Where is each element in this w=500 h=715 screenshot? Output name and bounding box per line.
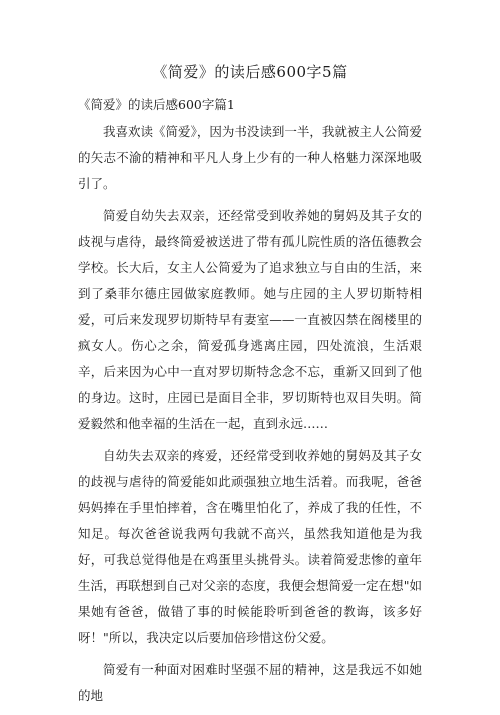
body-text [78,119,422,715]
paragraph: 简爱自幼失去双亲，还经常受到收养她的舅妈及其子女的歧视与虐待，最终简爱被送进了带有孤儿院性质的洛伍德教会学校。长大后，女主人公简爱为了追求独立与自由的生活，来到了桑菲尔德庄园做家庭教师。她与庄园的主人罗切斯特相爱，可后来发现罗切斯特早有妻室——一直被囚禁在阁楼里的疯女人。伤心之余，简爱孤身逃离庄园，四处流浪，生活艰辛，后来因为心中一直对罗切斯特念念不忘，重新又回到了他的身边。这时，庄园已是面目全非，罗切斯特也双目失明。简爱毅然和他幸福的生活在一起，直到永远…… [78,208,422,431]
paragraph: 自幼失去双亲的疼爱，还经常受到收养她的舅妈及其子女的歧视与虐待的简爱能如此顽强独立地生活着。而我呢，爸爸妈妈捧在手里怕摔着，含在嘴里怕化了，养成了我的任性，不知足。每次爸爸说我两句我就不高兴，虽然我知道他是为我好，可我总觉得他是在鸡蛋里头挑骨头。读着简爱悲惨的童年生活，再联想到自己对父亲的态度，我便会想简爱一定在想"如果她有爸爸，做错了事的时候能聆听到爸爸的教诲，该多好呀！"所以，我决定以后要加倍珍惜这份父爱。 [78,448,422,645]
page-title: 《简爱》的读后感600字5篇 [152,63,348,81]
paragraph: 简爱有一种面对困难时坚强不屈的精神，这是我远不如她的地 [78,662,422,703]
section-subtitle: 《简爱》的读后感600字篇1 [78,97,235,112]
paragraph: 我喜欢读《简爱》，因为书没读到一半，我就被主人公简爱的矢志不渝的精神和平凡人身上少有的一种人格魅力深深地吸引了。 [78,124,422,191]
